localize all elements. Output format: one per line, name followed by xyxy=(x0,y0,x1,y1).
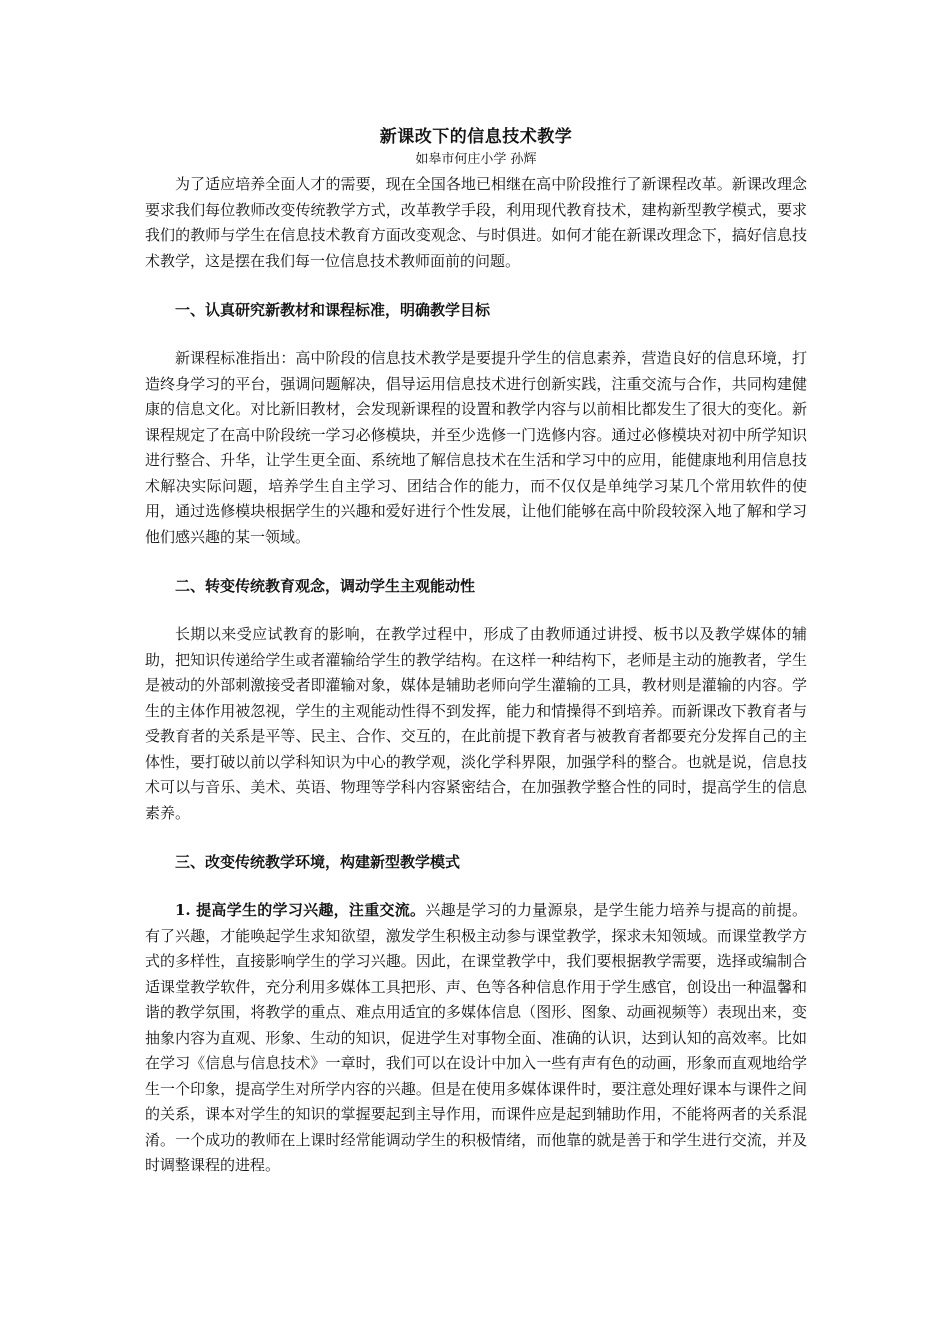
document-title: 新课改下的信息技术教学 xyxy=(379,127,573,147)
document-byline: 如皋市何庄小学 孙辉 xyxy=(415,152,537,167)
section-3-heading: 三、改变传统教学环境，构建新型教学模式 xyxy=(175,853,461,871)
section-1-body: 新课程标准指出：高中阶段的信息技术教学是要提升学生的信息素养，营造良好的信息环境，打造终身学习的平台，强调问题解决，倡导运用信息技术进行创新实践，注重交流与合作，共同构建健康的信息文化。对比新旧教材，会发现新课程的设置和教学内容与以前相比都发生了很大的变化。新课程规定了在高中阶段统一学习必修模块，并至少选修一门选修内容。通过必修模块对初中所学知识进行整合、升华，让学生更全面、系统地了解信息技术在生活和学习中的应用，能健康地利用信息技术解决实际问题，培养学生自主学习、团结合作的能力，而不仅仅是单纯学习某几个常用软件的使用，通过选修模块根据学生的兴趣和爱好进行个性发展，让他们能够在高中阶段较深入地了解和学习他们感兴趣的某一领域。 xyxy=(145,349,807,546)
spacer xyxy=(145,550,807,574)
intro-paragraph: 为了适应培养全面人才的需要，现在全国各地已相继在高中阶段推行了新课程改革。新课改理念要求我们每位教师改变传统教学方式，改革教学手段，利用现代教育技术，建构新型教学模式，要求我们的教师与学生在信息技术教育方面改变观念、与时俱进。如何才能在新课改理念下，搞好信息技术教学，这是摆在我们每一位信息技术教师面前的问题。 xyxy=(145,175,807,270)
section-3-lead: 1. 提高学生的学习兴趣，注重交流。 xyxy=(175,901,426,919)
section-1-heading: 一、认真研究新教材和课程标准，明确教学目标 xyxy=(175,301,491,319)
spacer xyxy=(145,274,807,298)
spacer xyxy=(145,826,807,850)
spacer xyxy=(145,323,807,346)
spacer xyxy=(145,599,807,622)
spacer xyxy=(145,875,807,898)
section-3-paragraph xyxy=(145,898,807,1179)
document-page xyxy=(145,124,807,1179)
section-2-heading: 二、转变传统教育观念，调动学生主观能动性 xyxy=(175,577,476,595)
section-3-body: 兴趣是学习的力量源泉，是学生能力培养与提高的前提。有了兴趣，才能唤起学生求知欲望，激发学生积极主动参与课堂教学，探求未知领域。而课堂教学方式的多样性，直接影响学生的学习兴趣。因此，在课堂教学中，我们要根据教学需要，选择或编制合适课堂教学软件，充分利用多媒体工具把形、声、色等各种信息作用于学生感官，创设出一种温馨和谐的教学氛围，将教学的重点、难点用适宜的多媒体信息（图形、图象、动画视频等）表现出来，变抽象内容为直观、形象、生动的知识，促进学生对事物全面、准确的认识，达到认知的高效率。比如在学习《信息与信息技术》一章时，我们可以在设计中加入一些有声有色的动画，形象而直观地给学生一个印象，提高学生对所学内容的兴趣。但是在使用多媒体课件时，要注意处理好课本与课件之间的关系，课本对学生的知识的掌握要起到主导作用，而课件应是起到辅助作用，不能将两者的关系混淆。一个成功的教师在上课时经常能调动学生的积极情绪，而他靠的就是善于和学生进行交流，并及时调整课程的进程。 xyxy=(145,901,807,1174)
section-2-body: 长期以来受应试教育的影响，在教学过程中，形成了由教师通过讲授、板书以及教学媒体的辅助，把知识传递给学生或者灌输给学生的教学结构。在这样一种结构下，老师是主动的施教者，学生是被动的外部刺激接受者即灌输对象，媒体是辅助老师向学生灌输的工具，教材则是灌输的内容。学生的主体作用被忽视，学生的主观能动性得不到发挥，能力和情操得不到培养。而新课改下教育者与受教育者的关系是平等、民主、合作、交互的，在此前提下教育者与被教育者都要充分发挥自己的主体性，要打破以前以学科知识为中心的教学观，淡化学科界限，加强学科的整合。也就是说，信息技术可以与音乐、美术、英语、物理等学科内容紧密结合，在加强教学整合性的同时，提高学生的信息素养。 xyxy=(145,625,807,822)
